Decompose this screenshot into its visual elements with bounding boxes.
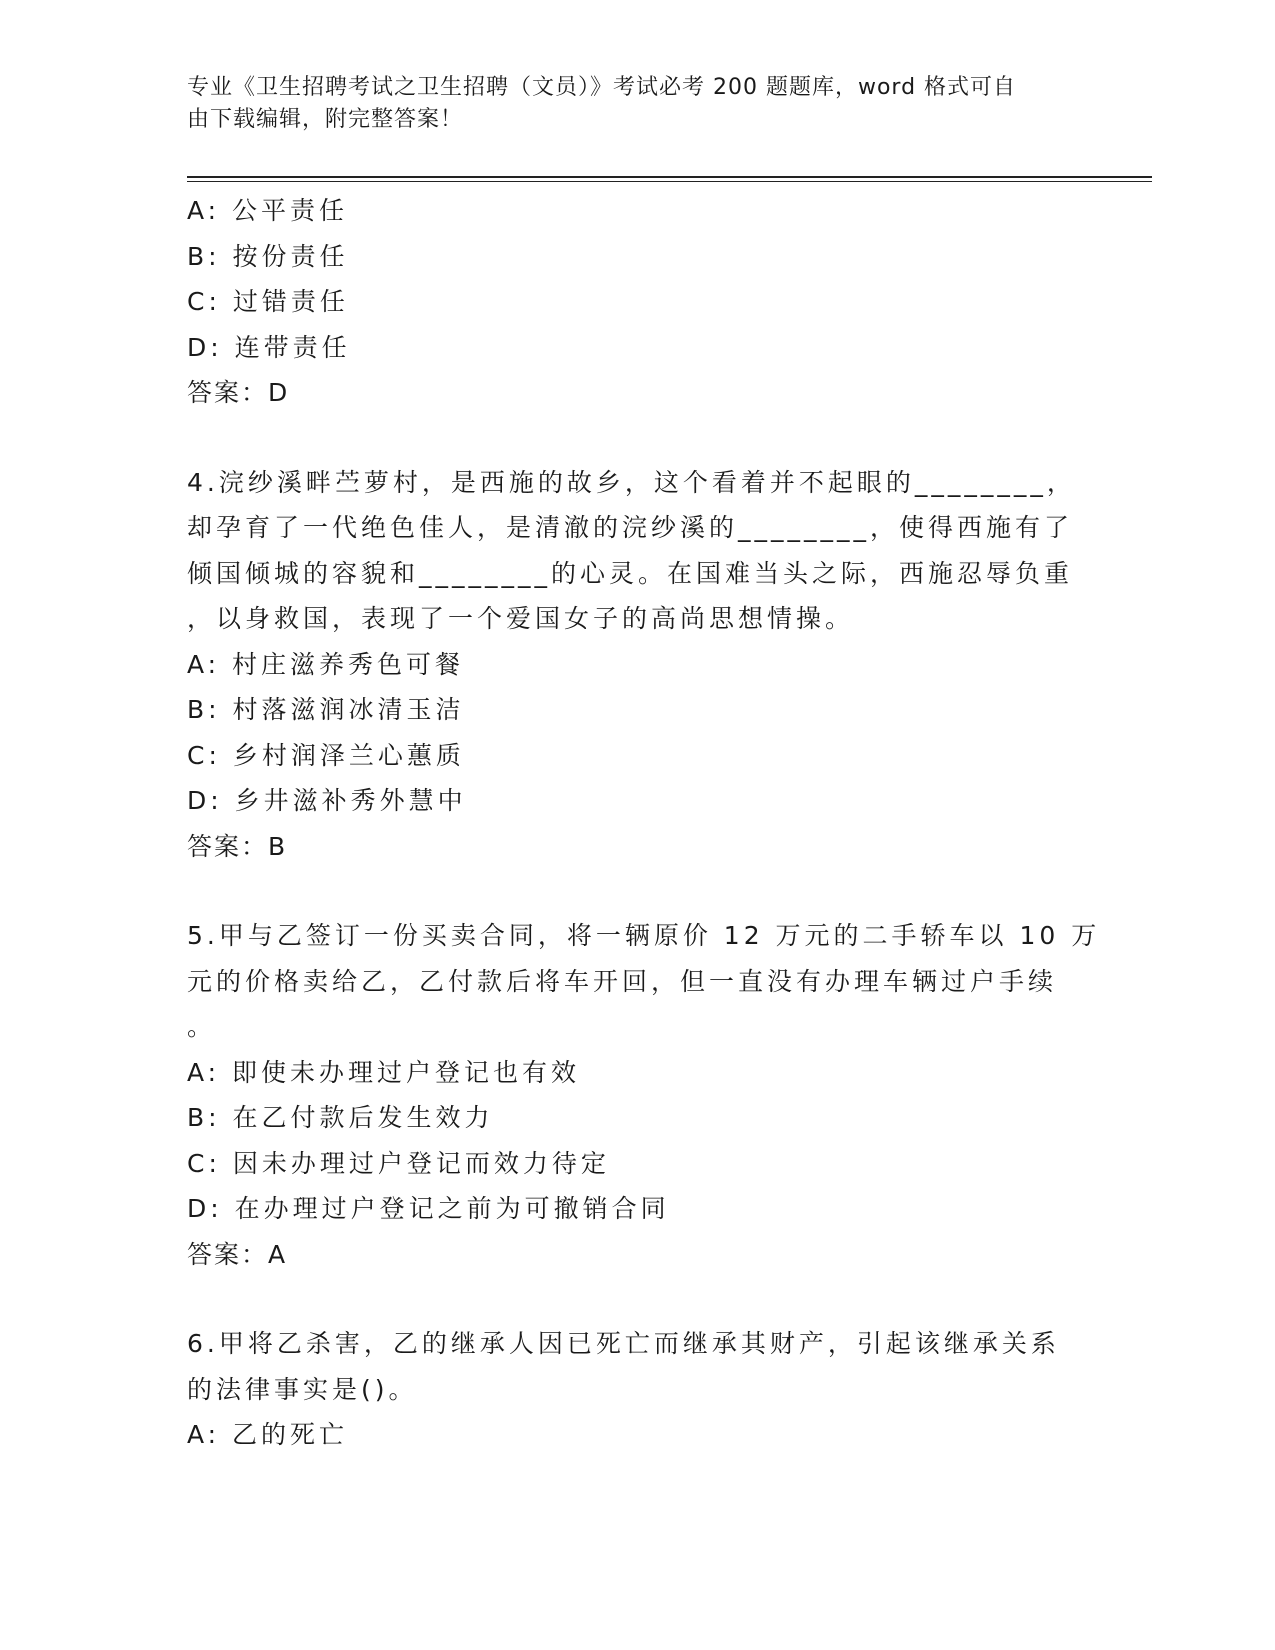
question-stem-line: 。 — [187, 1012, 217, 1041]
question-list — [187, 188, 1101, 1458]
question-stem-line: 元的价格卖给乙，乙付款后将车开回，但一直没有办理车辆过户手续 — [187, 966, 1058, 996]
question-4 — [187, 460, 1076, 870]
header-line-1: 专业《卫生招聘考试之卫生招聘（文员）》考试必考 200 题题库，word 格式可自 — [187, 75, 1017, 100]
question-stem-line: 6.甲将乙杀害，乙的继承人因已死亡而继承其财产，引起该继承关系 — [187, 1329, 1060, 1358]
option-a: A: 即使未办理过户登记也有效 — [187, 1057, 581, 1087]
question-stem-line: 却孕育了一代绝色佳人，是清澈的浣纱溪的________，使得西施有了 — [187, 513, 1074, 542]
question-spacer — [187, 416, 1067, 460]
question-stem-line: 的法律事实是()。 — [187, 1374, 418, 1404]
option-c: C: 过错责任 — [187, 287, 349, 316]
question-6 — [187, 1321, 1067, 1458]
option-b: B: 在乙付款后发生效力 — [187, 1103, 494, 1132]
answer-line: 答案：A — [187, 1239, 288, 1269]
option-c: C: 乡村润泽兰心蕙质 — [187, 740, 465, 770]
question-stem-line: ，以身救国，表现了一个爱国女子的高尚思想情操。 — [187, 604, 855, 633]
answer-line: 答案：B — [187, 831, 288, 861]
option-b: B: 按份责任 — [187, 241, 349, 271]
question-spacer — [187, 869, 1067, 913]
question-stem-line: 4.浣纱溪畔苎萝村，是西施的故乡，这个看着并不起眼的________， — [187, 467, 1076, 497]
question-5 — [187, 913, 1101, 1277]
document-header — [187, 72, 1067, 136]
option-b: B: 村落滋润冰清玉洁 — [187, 695, 465, 724]
header-line-2: 由下载编辑，附完整答案！ — [187, 107, 464, 132]
option-d: D: 在办理过户登记之前为可撤销合同 — [187, 1194, 670, 1223]
option-d: D: 乡井滋补秀外慧中 — [187, 786, 467, 815]
option-a: A: 公平责任 — [187, 196, 349, 225]
option-a: A: 村庄滋养秀色可餐 — [187, 649, 465, 679]
option-d: D: 连带责任 — [187, 332, 351, 362]
question-stem-line: 倾国倾城的容貌和________的心灵。在国难当头之际，西施忍辱负重 — [187, 558, 1074, 588]
question-3 — [187, 188, 1067, 416]
option-c: C: 因未办理过户登记而效力待定 — [187, 1148, 610, 1178]
answer-line: 答案：D — [187, 378, 290, 407]
header-divider-thin — [187, 181, 1152, 182]
option-a: A: 乙的死亡 — [187, 1420, 349, 1449]
header-divider-thick — [187, 176, 1152, 178]
question-spacer — [187, 1277, 1067, 1321]
question-stem-line: 5.甲与乙签订一份买卖合同，将一辆原价 12 万元的二手轿车以 10 万 — [187, 921, 1101, 950]
